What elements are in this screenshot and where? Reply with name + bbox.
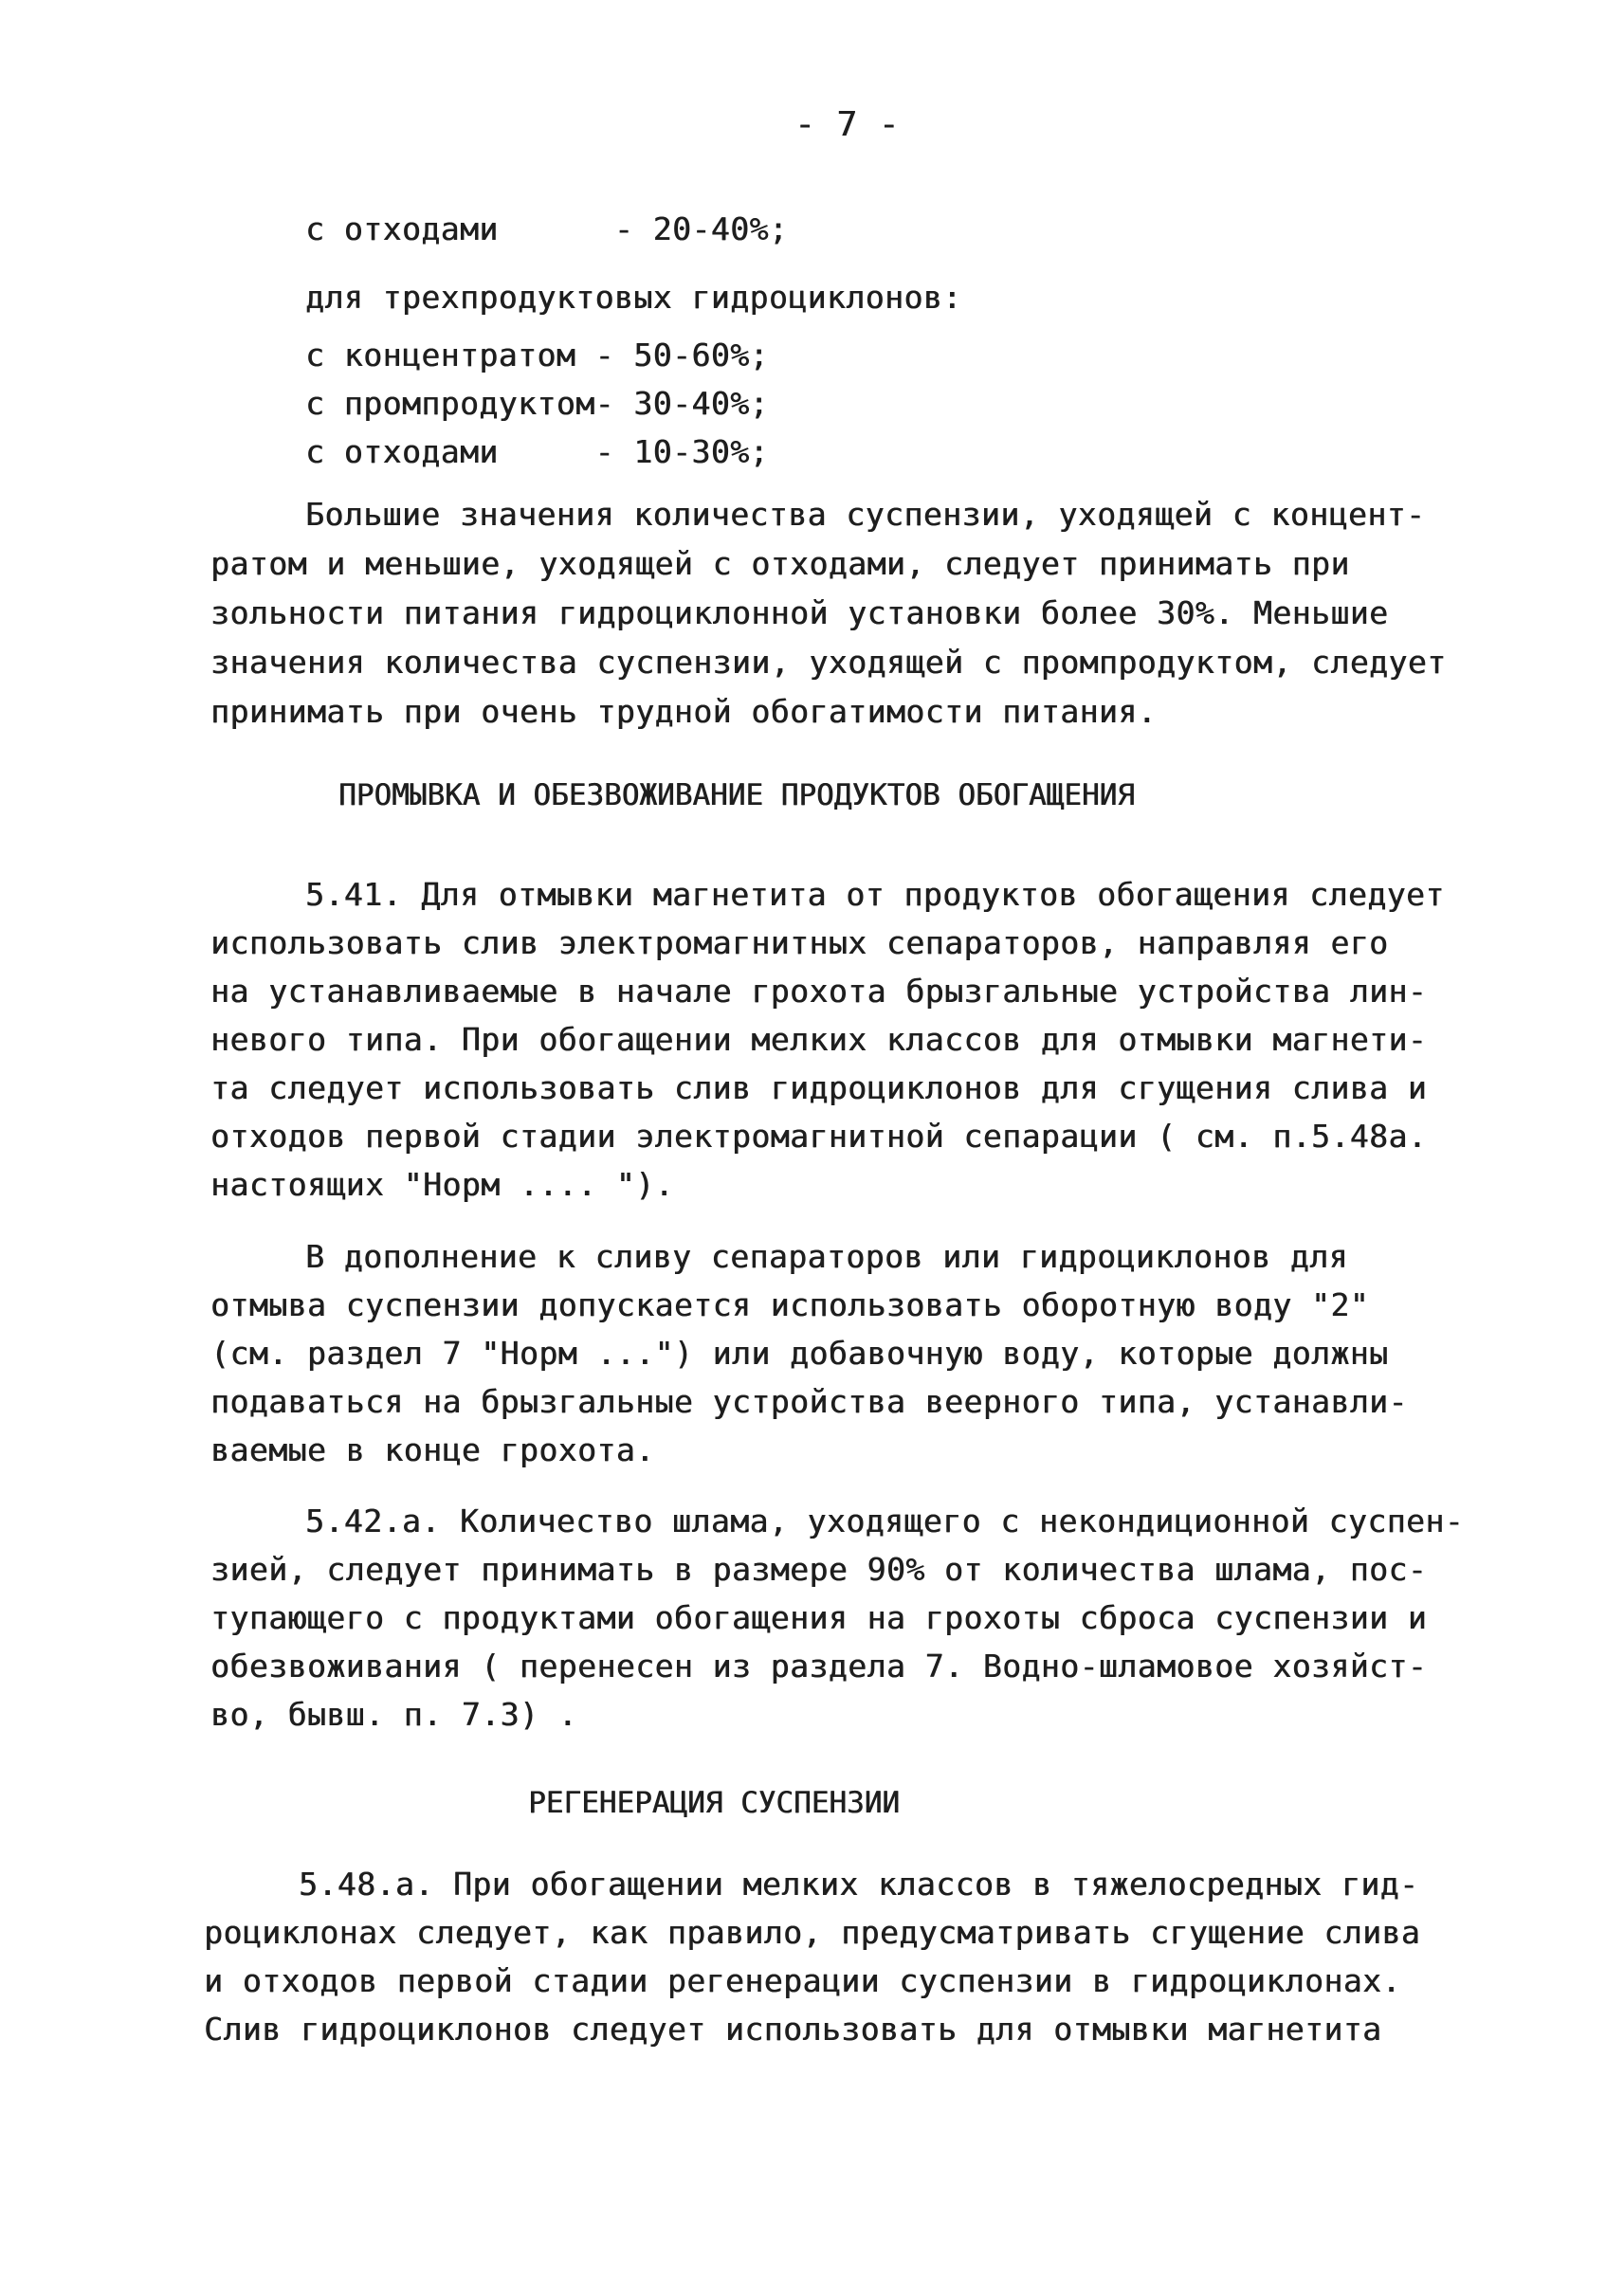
list-item-tailings-two-product: с отходами - 20-40%; [305, 210, 789, 247]
paragraph-line: зией, следует принимать в размере 90% от количества шлама, пос- [210, 1551, 1428, 1588]
paragraph-line: использовать слив электромагнитных сепараторов, направляя его [210, 924, 1389, 961]
paragraph-line: 5.42.а. Количество шлама, уходящего с некондиционной суспен- [305, 1503, 1465, 1539]
list-item-middlings: с промпродуктом- 30-40%; [305, 385, 769, 422]
paragraph-line: во, бывш. п. 7.3) . [210, 1696, 577, 1733]
paragraph-line: Слив гидроциклонов следует использовать для отмывки магнетита [204, 2011, 1382, 2048]
paragraph-line: обезвоживания ( перенесен из раздела 7. Водно-шламовое хозяйст- [210, 1648, 1428, 1685]
list-intro-three-product: для трехпродуктовых гидроциклонов: [305, 279, 962, 316]
paragraph-line: невого типа. При обогащении мелких классов для отмывки магнети- [210, 1021, 1428, 1058]
paragraph-line: тупающего с продуктами обогащения на грохоты сброса суспензии и [210, 1599, 1428, 1636]
paragraph-line: Большие значения количества суспензии, уходящей с концент- [305, 496, 1426, 533]
paragraph-line: отмыва суспензии допускается использовать оборотную воду "2" [210, 1286, 1370, 1323]
paragraph-line: ваемые в конце грохота. [210, 1431, 655, 1468]
paragraph-line: подаваться на брызгальные устройства веерного типа, устанавли- [210, 1383, 1408, 1420]
paragraph-line: принимать при очень трудной обогатимости питания. [210, 693, 1158, 730]
paragraph-line: значения количества суспензии, уходящей с промпродуктом, следует [210, 644, 1447, 681]
paragraph-line: 5.48.а. При обогащении мелких классов в тяжелосредных гид- [299, 1866, 1419, 1903]
section-heading-washing: ПРОМЫВКА И ОБЕЗВОЖИВАНИЕ ПРОДУКТОВ ОБОГАЩЕНИЯ [338, 778, 1135, 812]
paragraph-line: отходов первой стадии электромагнитной сепарации ( см. п.5.48а. [210, 1118, 1428, 1155]
paragraph-line: та следует использовать слив гидроциклонов для сгущения слива и [210, 1069, 1428, 1106]
paragraph-line: 5.41. Для отмывки магнетита от продуктов обогащения следует [305, 876, 1445, 913]
section-heading-regeneration: РЕГЕНЕРАЦИЯ СУСПЕНЗИИ [528, 1786, 900, 1820]
page-number: - 7 - [794, 105, 900, 144]
list-item-tailings: с отходами - 10-30%; [305, 433, 769, 470]
paragraph-line: роциклонах следует, как правило, предусматривать сгущение слива [204, 1914, 1421, 1951]
paragraph-line: настоящих "Норм .... "). [210, 1166, 674, 1203]
list-item-concentrate: с концентратом - 50-60%; [305, 337, 769, 373]
paragraph-line: В дополнение к сливу сепараторов или гидроциклонов для [305, 1238, 1348, 1275]
paragraph-line: на устанавливаемые в начале грохота брызгальные устройства лин- [210, 973, 1428, 1010]
paragraph-line: (см. раздел 7 "Норм ...") или добавочную воду, которые должны [210, 1335, 1389, 1372]
paragraph-line: ратом и меньшие, уходящей с отходами, следует принимать при [210, 545, 1350, 582]
paragraph-line: и отходов первой стадии регенерации суспензии в гидроциклонах. [204, 1962, 1401, 1999]
paragraph-line: зольности питания гидроциклонной установки более 30%. Меньшие [210, 594, 1389, 631]
